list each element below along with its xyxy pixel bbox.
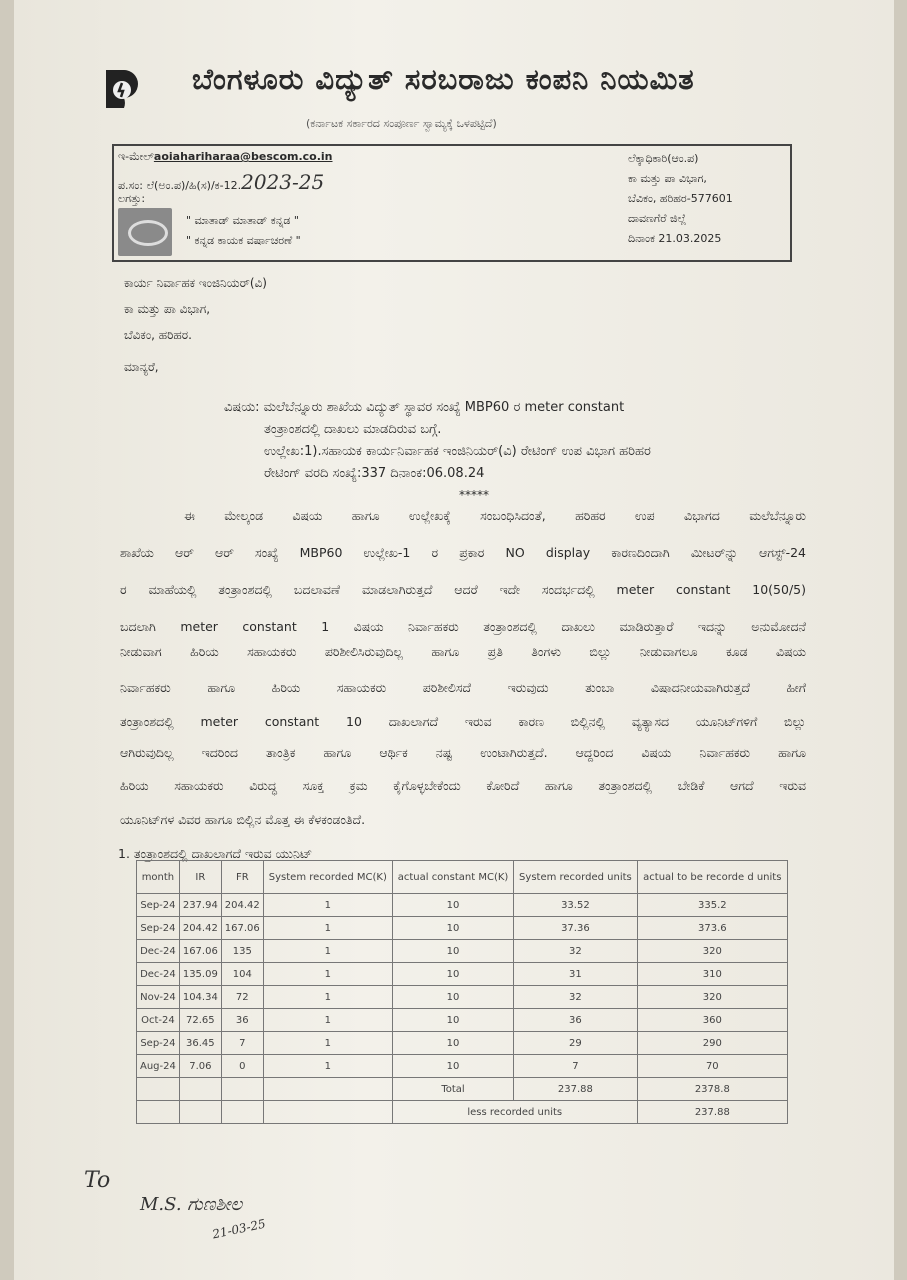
- table-cell: 1: [263, 986, 392, 1009]
- table-header-row: [137, 861, 788, 894]
- table-cell: 32: [514, 940, 637, 963]
- body-line-10: [120, 812, 365, 828]
- body-line-1: [184, 508, 806, 524]
- table-cell: 335.2: [637, 894, 787, 917]
- table-cell: 310: [637, 963, 787, 986]
- body-text: ಬದಲಾಗಿ meter constant 1 ವಿಷಯ ನಿರ್ವಾಹಕರು ತಂತ್ರಾಂಶದಲ್ಲಿ ದಾಖಲು ಮಾಡಿರುತ್ತಾರೆ ಇದನ್ನು ಅನುಮೋದನೆ: [120, 619, 806, 634]
- table-cell: 10: [392, 894, 513, 917]
- body-line-7: [120, 714, 806, 730]
- salutation: ಮಾನ್ಯರೆ,: [124, 360, 159, 374]
- table-cell: 36: [221, 1009, 263, 1032]
- table-cell: [221, 1101, 263, 1124]
- table-cell: 10: [392, 1032, 513, 1055]
- less-row: [137, 1101, 788, 1124]
- body-text: ಯೂನಿಟ್‌ಗಳ ವಿವರ ಹಾಗೂ ಬಿಲ್ಲಿನ ಮೊತ್ತ ಈ ಕೆಳಕಂಡಂತಿದೆ.: [120, 812, 366, 827]
- table-row: [137, 894, 788, 917]
- table-cell: 373.6: [637, 917, 787, 940]
- body-line-6: [120, 680, 806, 696]
- body-line-5: [120, 644, 806, 660]
- body-text: ರ ಮಾಹೆಯಲ್ಲಿ ತಂತ್ರಾಂಶದಲ್ಲಿ ಬದಲಾವಣೆ ಮಾಡಲಾಗಿರುತ್ತದೆ ಆದರೆ ಇದೇ ಸಂದರ್ಭದಲ್ಲಿ meter constant 10(50/5): [120, 582, 806, 597]
- table-cell: 204.42: [179, 917, 221, 940]
- signature-name: M.S. ಗುಣಶೀಲ: [140, 1194, 243, 1215]
- table-cell: 237.88: [514, 1078, 637, 1101]
- recipient-line-2: ಕಾ ಮತ್ತು ಪಾ ವಿಭಾಗ,: [124, 302, 211, 316]
- body-text: ಈ ಮೇಲ್ಕಂಡ ವಿಷಯ ಹಾಗೂ ಉಲ್ಲೇಖಕ್ಕೆ ಸಂಬಂಧಿಸಿದಂತೆ, ಹರಿಹರ ಉಪ ವಿಭಾಗದ ಮಲೆಬೆನ್ನೂರು: [184, 508, 806, 523]
- subject-line-2: ತಂತ್ರಾಂಶದಲ್ಲಿ ದಾಖಲು ಮಾಡದಿರುವ ಬಗ್ಗೆ.: [264, 422, 442, 437]
- recipient-line-1: ಕಾರ್ಯ ನಿರ್ವಾಹಕ ಇಂಜಿನಿಯರ್(ವಿ): [124, 276, 267, 290]
- body-text: ನಿರ್ವಾಹಕರು ಹಾಗೂ ಹಿರಿಯ ಸಹಾಯಕರು ಪರಿಶೀಲಿಸದೆ ಇರುವುದು ತುಂಬಾ ವಿಷಾದನೀಯವಾಗಿರುತ್ತದೆ ಹೀಗೆ: [120, 680, 806, 695]
- table-cell: 1: [263, 940, 392, 963]
- table-row: [137, 940, 788, 963]
- table-cell: 70: [637, 1055, 787, 1078]
- table-cell: 104: [221, 963, 263, 986]
- body-text: ನೀಡುವಾಗ ಹಿರಿಯ ಸಹಾಯಕರು ಪರಿಶೀಲಿಸಿರುವುದಿಲ್ಲ ಹಾಗೂ ಪ್ರತಿ ತಿಂಗಳು ಬಿಲ್ಲು ನೀಡುವಾಗಲೂ ಕೂಡ ವಿಷಯ: [120, 644, 806, 659]
- table-cell: 320: [637, 986, 787, 1009]
- body-text: ಹಿರಿಯ ಸಹಾಯಕರು ವಿರುದ್ಧ ಸೂಕ್ತ ಕ್ರಮ ಕೈಗೊಳ್ಳಬೇಕೆಂದು ಕೋರಿದೆ ಹಾಗೂ ತಂತ್ರಾಂಶದಲ್ಲಿ ಬೇಡಿಕೆ ಆಗದೆ ಇರುವ: [120, 778, 806, 793]
- reference-handwritten: 2023-25: [241, 170, 325, 194]
- sender-district: ದಾವಣಗೆರೆ ಜಿಲ್ಲೆ: [628, 212, 687, 225]
- body-text: ತಂತ್ರಾಂಶದಲ್ಲಿ meter constant 10 ದಾಖಲಾಗದೆ ಇರುವ ಕಾರಣ ಬಿಲ್ಲಿನಲ್ಲಿ ವ್ಯತ್ಯಾಸದ ಯೂನಿಟ್‌ಗಳಿಗೆ ಬಿಲ್ಲು: [120, 714, 806, 729]
- table-cell: 290: [637, 1032, 787, 1055]
- handwritten-to: To: [84, 1168, 111, 1193]
- email-label: ಇ-ಮೇಲ್: [118, 150, 154, 163]
- organization-name: ಬೆಂಗಳೂರು ವಿದ್ಯುತ್ ಸರಬರಾಜು ಕಂಪನಿ ನಿಯಮಿತ: [192, 62, 695, 96]
- col-month: month: [137, 861, 180, 894]
- table-cell: 29: [514, 1032, 637, 1055]
- table-cell: 36.45: [179, 1032, 221, 1055]
- body-text: ಆಗಿರುವುದಿಲ್ಲ ಇದರಿಂದ ತಾಂತ್ರಿಕ ಹಾಗೂ ಆರ್ಥಿಕ ನಷ್ಟ ಉಂಟಾಗಿರುತ್ತದೆ. ಆದ್ದರಿಂದ ವಿಷಯ ನಿರ್ವಾಹಕರು ಹಾಗೂ: [120, 745, 806, 760]
- table-cell: 32: [514, 986, 637, 1009]
- table-cell: 1: [263, 917, 392, 940]
- table-cell: Sep-24: [137, 894, 180, 917]
- table-cell: 10: [392, 963, 513, 986]
- table-cell: 135.09: [179, 963, 221, 986]
- body-line-9: [120, 778, 806, 794]
- table-cell: Total: [392, 1078, 513, 1101]
- table-cell: 135: [221, 940, 263, 963]
- table-cell: 237.94: [179, 894, 221, 917]
- recipient-line-3: ಬೆವಿಕಂ, ಹರಿಹರ.: [124, 328, 192, 342]
- reference-prefix: ಪ.ಸಂ: ಲೆ(ಅಂ.ಪ)/ಹಿ(ಸ)/ಕ-12.: [118, 179, 242, 192]
- body-line-2: [120, 545, 806, 561]
- table-cell: Dec-24: [137, 940, 180, 963]
- table-title: 1. ತಂತ್ರಾಂಶದಲ್ಲಿ ದಾಖಲಾಗದೆ ಇರುವ ಯುನಿಟ್: [118, 846, 313, 861]
- table-cell: 31: [514, 963, 637, 986]
- table-cell: 72: [221, 986, 263, 1009]
- table-cell: Sep-24: [137, 917, 180, 940]
- table-cell: 1: [263, 1032, 392, 1055]
- email-line: [118, 150, 333, 164]
- table-cell: [179, 1078, 221, 1101]
- col-system-units: System recorded units: [514, 861, 637, 894]
- table-cell: 360: [637, 1009, 787, 1032]
- body-line-4: [120, 619, 806, 635]
- less-label: less recorded units: [392, 1101, 637, 1124]
- units-table: [136, 860, 788, 1124]
- table-cell: [221, 1078, 263, 1101]
- table-cell: 10: [392, 986, 513, 1009]
- slogan-1: " ಮಾತಾಡ್ ಮಾತಾಡ್ ಕನ್ನಡ ": [186, 214, 299, 227]
- letter-date: ದಿನಾಂಕ 21.03.2025: [628, 232, 722, 245]
- table-cell: [137, 1101, 180, 1124]
- body-line-3: [120, 582, 806, 598]
- table-row: [137, 917, 788, 940]
- email-address[interactable]: aoiahariharaa@bescom.co.in: [153, 150, 333, 163]
- sender-designation: ಲೆಕ್ಕಾಧಿಕಾರಿ(ಆಂ.ಪ): [628, 152, 699, 165]
- table-cell: 1: [263, 1055, 392, 1078]
- table-cell: 10: [392, 917, 513, 940]
- organization-subtitle: (ಕರ್ನಾಟಕ ಸರ್ಕಾರದ ಸಂಪೂರ್ಣ ಸ್ವಾಮ್ಯಕ್ಕೆ ಒಳಪಟ್ಟಿದೆ): [306, 117, 497, 130]
- col-system-mc: System recorded MC(K): [263, 861, 392, 894]
- separator: *****: [459, 488, 489, 502]
- table-cell: 7: [514, 1055, 637, 1078]
- col-actual-units: actual to be recorde d units: [637, 861, 787, 894]
- table-row: [137, 1055, 788, 1078]
- table-cell: Dec-24: [137, 963, 180, 986]
- table-cell: 0: [221, 1055, 263, 1078]
- reference-line-1: ಉಲ್ಲೇಖ:1).ಸಹಾಯಕ ಕಾರ್ಯನಿರ್ವಾಹಕ ಇಂಜಿನಿಯರ್(ವಿ) ರೇಟಿಂಗ್ ಉಪ ವಿಭಾಗ ಹರಿಹರ: [264, 444, 651, 459]
- table-cell: 104.34: [179, 986, 221, 1009]
- sender-address: ಬೆವಿಕಂ, ಹರಿಹರ-577601: [628, 192, 733, 205]
- table-cell: Oct-24: [137, 1009, 180, 1032]
- bescom-logo-icon: [102, 64, 142, 114]
- table-cell: 2378.8: [637, 1078, 787, 1101]
- table-cell: Aug-24: [137, 1055, 180, 1078]
- table-cell: 10: [392, 1009, 513, 1032]
- table-cell: 72.65: [179, 1009, 221, 1032]
- table-cell: Sep-24: [137, 1032, 180, 1055]
- table-cell: 167.06: [221, 917, 263, 940]
- slogan-2: " ಕನ್ನಡ ಕಾಯಕ ವರ್ಷಾಚರಣೆ ": [186, 234, 301, 247]
- enclosure-label: ಲಗತ್ತು:: [118, 192, 146, 205]
- col-ir: IR: [179, 861, 221, 894]
- table-cell: Nov-24: [137, 986, 180, 1009]
- col-actual-mc: actual constant MC(K): [392, 861, 513, 894]
- table-cell: 36: [514, 1009, 637, 1032]
- table-cell: [179, 1101, 221, 1124]
- less-value: 237.88: [637, 1101, 787, 1124]
- table-cell: 7.06: [179, 1055, 221, 1078]
- sender-division: ಕಾ ಮತ್ತು ಪಾ ವಿಭಾಗ,: [628, 172, 707, 185]
- signature-date: 21-03-25: [211, 1216, 267, 1242]
- reference-line-2: ರೇಟಿಂಗ್ ವರದಿ ಸಂಖ್ಯೆ:337 ದಿನಾಂಕ:06.08.24: [264, 466, 485, 481]
- table-cell: 1: [263, 963, 392, 986]
- table-cell: 10: [392, 1055, 513, 1078]
- table-cell: 204.42: [221, 894, 263, 917]
- table-cell: 33.52: [514, 894, 637, 917]
- table-row: [137, 963, 788, 986]
- kannada-emblem-icon: [118, 208, 172, 256]
- body-text: ಶಾಖೆಯ ಆರ್ ಆರ್ ಸಂಖ್ಯೆ MBP60 ಉಲ್ಲೇಖ-1 ರ ಪ್ರಕಾರ NO display ಕಾರಣದಿಂದಾಗಿ ಮೀಟರ್‌ನ್ನು ಆಗಸ್ಟ್-24: [120, 545, 806, 560]
- table-cell: 320: [637, 940, 787, 963]
- table-cell: 10: [392, 940, 513, 963]
- table-cell: 1: [263, 894, 392, 917]
- table-cell: [137, 1078, 180, 1101]
- table-row: [137, 1009, 788, 1032]
- reference-line: [118, 170, 324, 194]
- table-row: [137, 986, 788, 1009]
- subject-line-1: ವಿಷಯ: ಮಲೆಬೆನ್ನೂರು ಶಾಖೆಯ ವಿದ್ಯುತ್ ಸ್ಥಾವರ ಸಂಖ್ಯೆ MBP60 ರ meter constant: [224, 400, 625, 415]
- table-cell: 7: [221, 1032, 263, 1055]
- table-cell: 167.06: [179, 940, 221, 963]
- col-fr: FR: [221, 861, 263, 894]
- table-cell: [263, 1078, 392, 1101]
- letter-page: [14, 0, 894, 1280]
- table-cell: 37.36: [514, 917, 637, 940]
- table-cell: 1: [263, 1009, 392, 1032]
- total-row: [137, 1078, 788, 1101]
- table-cell: [263, 1101, 392, 1124]
- body-line-8: [120, 745, 806, 761]
- table-row: [137, 1032, 788, 1055]
